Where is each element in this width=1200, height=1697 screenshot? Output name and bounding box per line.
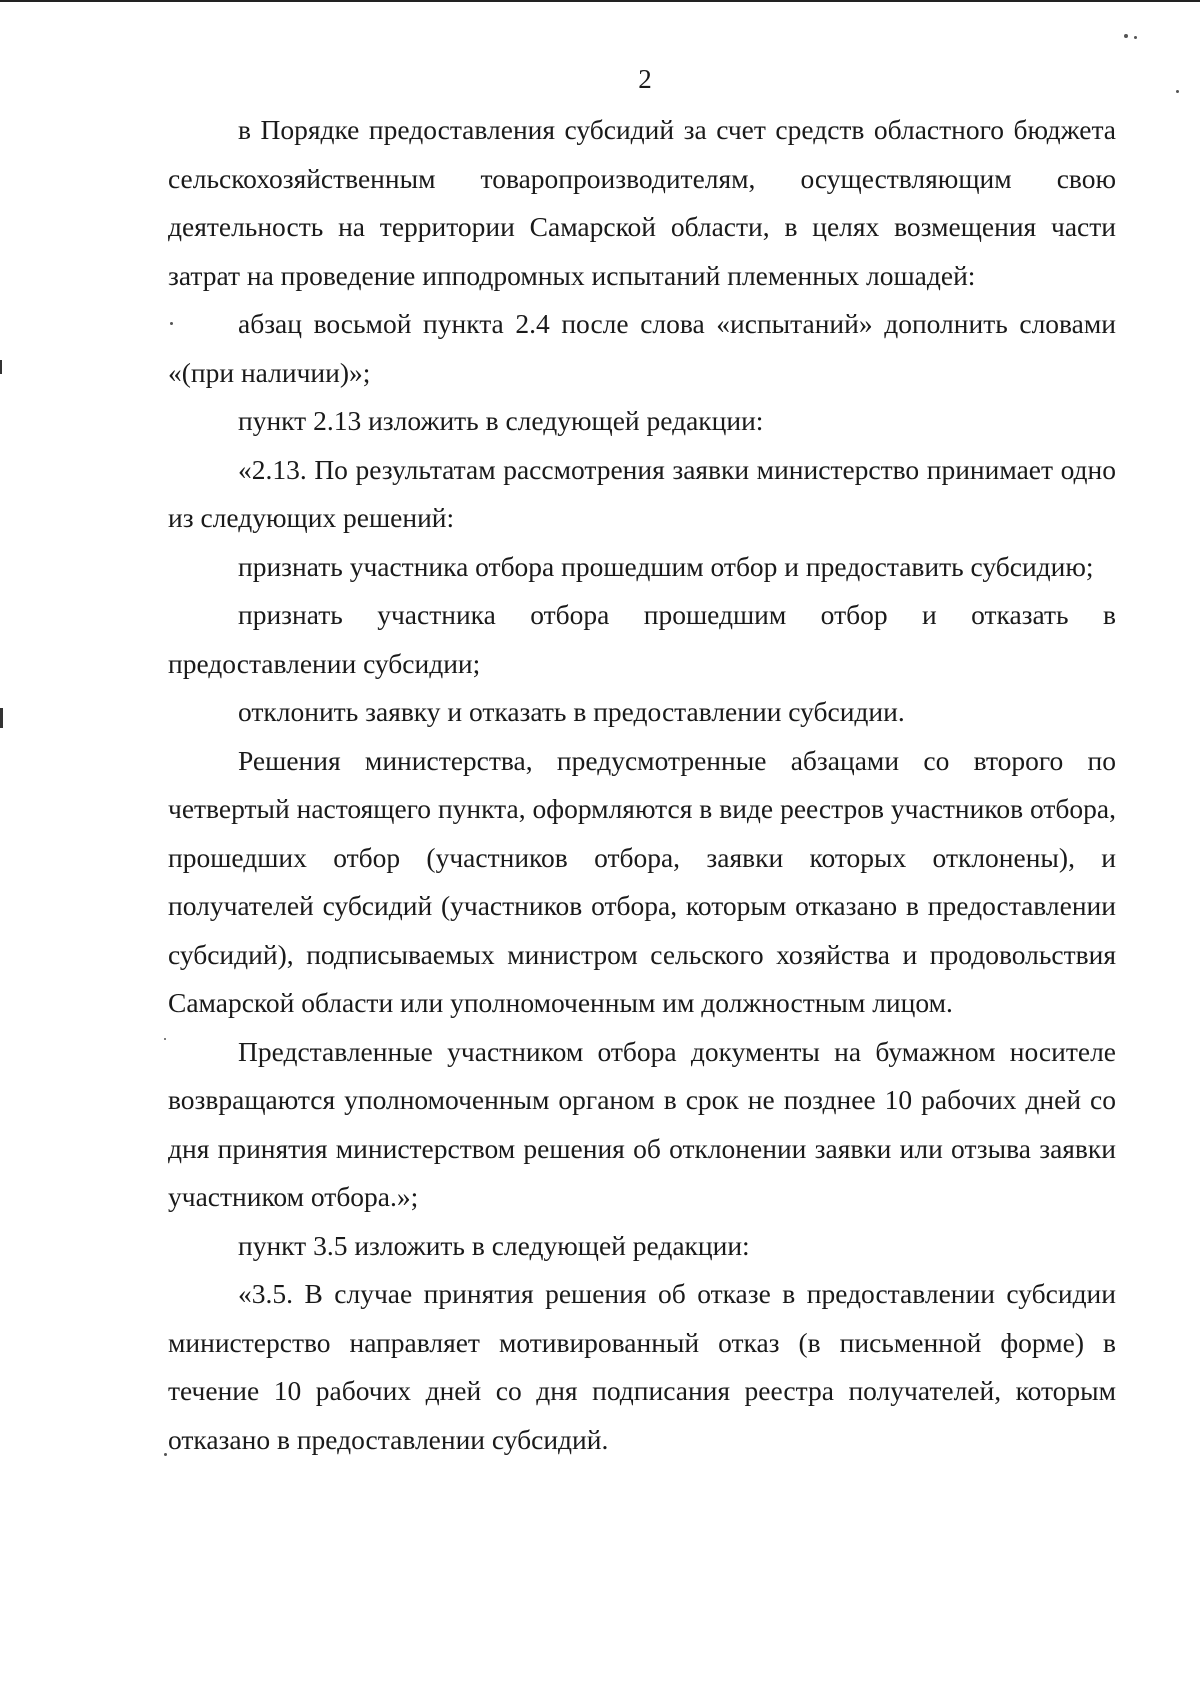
scan-speck	[164, 1453, 167, 1456]
paragraph: Представленные участником отбора документы на бумажном носителе возвращаются уполномоченным органом в срок не позднее 10 рабочих дней со дня принятия министерством решения об отклонении заявки или отзыва заявки участником отбора.»;	[168, 1035, 1116, 1212]
document-body	[168, 106, 1116, 1464]
paragraph: «3.5. В случае принятия решения об отказе в предоставлении субсидии министерство направляет мотивированный отказ (в письменной форме) в течение 10 рабочих дней со дня подписания реестра получателей, которым отказано в предоставлении субсидий.	[168, 1278, 1116, 1455]
paragraph: абзац восьмой пункта 2.4 после слова «испытаний» дополнить словами «(при наличии)»;	[168, 308, 1116, 388]
paragraph: пункт 2.13 изложить в следующей редакции:	[238, 405, 764, 436]
scan-edge-mark	[0, 708, 3, 728]
scan-speck	[170, 322, 173, 325]
paragraph: Решения министерства, предусмотренные абзацами со второго по четвертый настоящего пункта, оформляются в виде реестров участников отбора, прошедших отбор (участников отбора, заявки которых отклонены), и получателей субсидий (участников отбора, которым отказано в предоставлении субсидий), подписываемых министром сельского хозяйства и продовольствия Самарской области или уполномоченным им должностным лицом.	[168, 744, 1116, 1018]
scan-speck	[1124, 34, 1128, 38]
paragraph: признать участника отбора прошедшим отбор и отказать в предоставлении субсидии;	[168, 599, 1116, 679]
scan-speck	[1176, 90, 1179, 93]
scan-speck	[164, 1038, 166, 1040]
paragraph: «2.13. По результатам рассмотрения заявки министерство принимает одно из следующих решений:	[168, 453, 1116, 533]
page-number: 2	[638, 64, 652, 94]
paragraph: признать участника отбора прошедшим отбор и предоставить субсидию;	[238, 550, 1094, 582]
scan-speck	[1134, 36, 1137, 39]
top-border-line	[0, 0, 1200, 2]
paragraph: в Порядке предоставления субсидий за счет средств областного бюджета сельскохозяйственным товаропроизводителям, осуществляющим свою деятельность на территории Самарской области, в целях возмещения части затрат на проведение ипподромных испытаний племенных лошадей:	[168, 114, 1116, 291]
scan-edge-mark	[0, 360, 2, 374]
paragraph: пункт 3.5 изложить в следующей редакции:	[238, 1229, 750, 1261]
paragraph: отклонить заявку и отказать в предоставлении субсидии.	[238, 696, 905, 727]
